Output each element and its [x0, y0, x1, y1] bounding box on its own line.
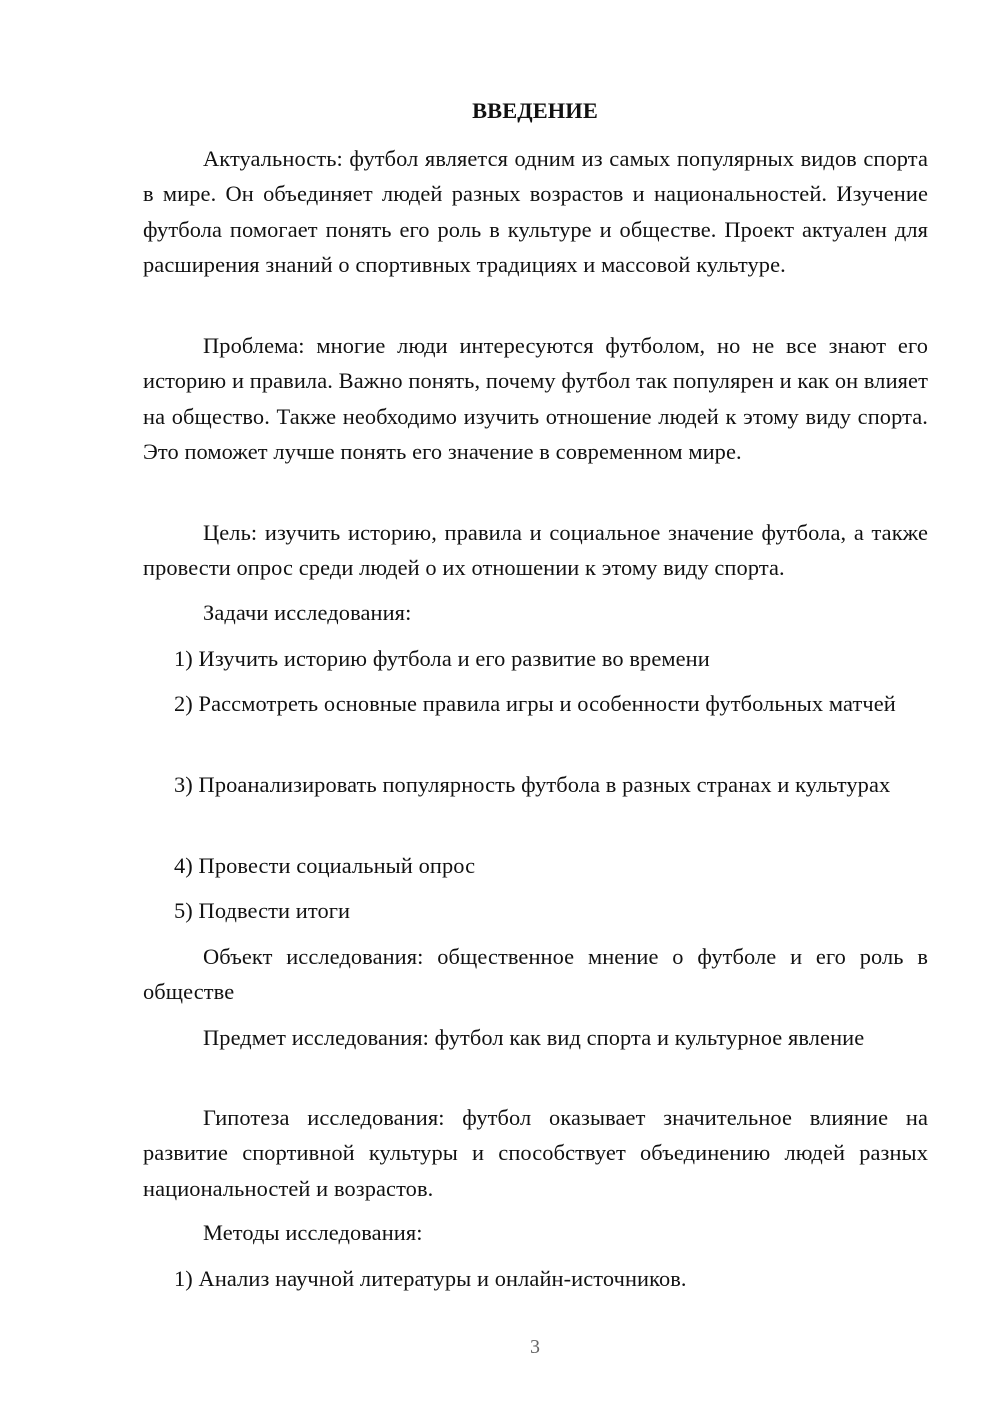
paragraph-object: Объект исследования: общественное мнение о футболе и его роль в обществе	[143, 944, 928, 1005]
paragraph-subject: Предмет исследования: футбол как вид спорта и культурное явление	[203, 1025, 865, 1050]
task-item-3: 3) Проанализировать популярность футбола в разных странах и культурах	[174, 772, 891, 797]
task-item-5: 5) Подвести итоги	[174, 898, 351, 923]
paragraph-problem: Проблема: многие люди интересуются футболом, но не все знают его историю и правила. Важно понять, почему футбол так популярен и как он влияет на общество. Также необходимо изучить отношение людей к этому виду спорта. Это поможет лучше понять его значение в современном мире.	[143, 333, 928, 464]
task-item-1: 1) Изучить историю футбола и его развитие во времени	[174, 646, 710, 671]
methods-heading: Методы исследования:	[203, 1220, 423, 1245]
task-item-2: 2) Рассмотреть основные правила игры и особенности футбольных матчей	[174, 691, 896, 716]
paragraph-relevance: Актуальность: футбол является одним из самых популярных видов спорта в мире. Он объединяет людей разных возрастов и национальностей. Изучение футбола помогает понять его роль в культуре и обществе. Проект актуален для расширения знаний о спортивных традициях и массовой культуре.	[143, 146, 928, 277]
paragraph-goal: Цель: изучить историю, правила и социальное значение футбола, а также провести опрос среди людей о их отношении к этому виду спорта.	[143, 520, 928, 581]
section-title: ВВЕДЕНИЕ	[472, 98, 598, 123]
page-number: 3	[529, 1336, 541, 1358]
task-item-4: 4) Провести социальный опрос	[174, 853, 476, 878]
method-item-1: 1) Анализ научной литературы и онлайн-источников.	[174, 1266, 687, 1291]
tasks-heading: Задачи исследования:	[203, 600, 412, 625]
paragraph-hypothesis: Гипотеза исследования: футбол оказывает значительное влияние на развитие спортивной культуры и способствует объединению людей разных национальностей и возрастов.	[143, 1105, 928, 1201]
